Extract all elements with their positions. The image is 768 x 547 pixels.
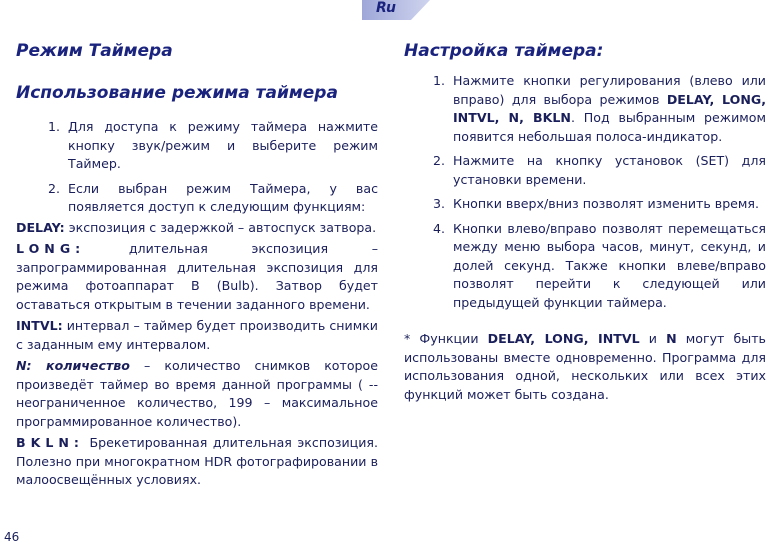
right-column [404,40,766,407]
definition-intvl [16,317,378,354]
definition-bkln [16,434,378,490]
language-tab [362,0,430,20]
footnote [404,330,766,404]
step-text: . Под выбранным режимом появится небольшая полоса-индикатор. [453,110,766,144]
definition-text: Брекетированная длительная экспозиция. Полезно при многократном HDR фотографировании в малоосвещённых условиях. [16,435,378,487]
list-item: 2. Если выбран режим Таймера, у вас появляется доступ к следующим функциям: [64,180,378,217]
page-number: 46 [4,530,20,544]
left-column [16,40,378,493]
list-item: 1. Для доступа к режиму таймера нажмите кнопку звук/режим и выберите режим Таймер. [64,118,378,174]
list-item [449,220,766,313]
setup-steps [404,72,766,312]
language-label: Ru [376,0,396,16]
term: INTVL: [16,318,63,333]
list-item [449,152,766,189]
subsection-title: Использование режима таймера [16,83,338,103]
term: LONG: [16,241,86,256]
section-title: Режим Таймера [16,41,173,61]
step-text: Нажмите на кнопку установок (SET) для установки времени. [453,153,766,187]
step-text: Кнопки вверх/вниз позволят изменить время. [453,196,760,211]
step-modes: DELAY, LONG, INTVL, N, BKLN [453,91,766,125]
term: BKLN: [16,435,84,450]
note-bold: N [666,331,677,346]
section-title: Настройка таймера: [404,41,604,61]
definition-text: интервал – таймер будет производить снимки с заданным ему интервалом. [16,318,378,352]
step-text: Кнопки влево/вправо позволят перемещаться между меню выбора часов, минут, секунд, и долей секунд. Также кнопки влеве/вправо позволят перейти к следующей или предыдущей функции таймера. [453,220,766,310]
definition-delay [16,219,378,238]
note-bold: DELAY, LONG, INTVL [487,331,640,346]
definition-text: длительная экспозиция – запрограммированная длительная экспозиция для режима фотоаппарат B (Bulb). Затвор будет оставаться открытым в течении заданного времени. [16,241,378,312]
usage-steps [16,118,378,217]
definition-long [16,240,378,314]
term: N: количество [16,358,130,373]
term: DELAY: [16,219,65,235]
definition-n [16,357,378,431]
note-text: * Функции [404,331,488,346]
note-text: и [639,331,667,346]
list-item [449,72,766,146]
step-text: Нажмите кнопки регулирования (влево или вправо) для выбора режимов [453,73,766,107]
definition-text: – количество снимков которое произведёт таймер во время данной программы ( -- неограниченное количество, 199 – максимальное программированное количество). [16,358,378,429]
definition-text: экспозиция с задержкой – автоспуск затвора. [64,219,377,235]
list-item [449,195,766,214]
note-text: могут быть использованы вместе одновременно. Программа для использования одной, нескольких или всех этих функций может быть создана. [404,331,766,402]
